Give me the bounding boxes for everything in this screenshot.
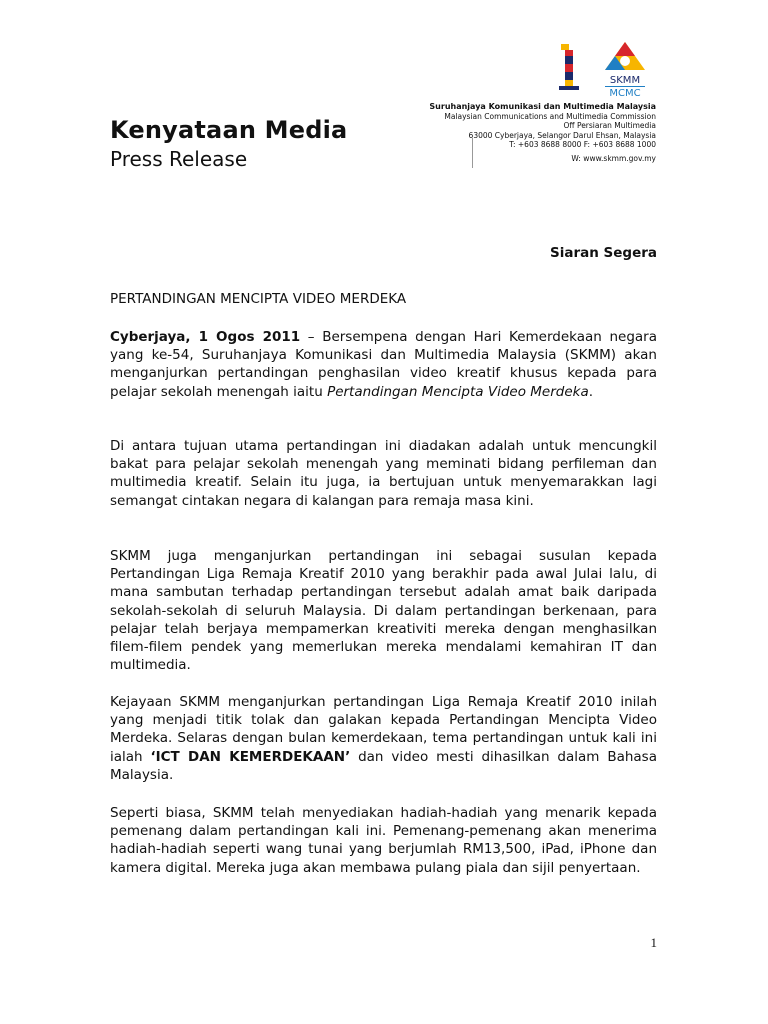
paragraph-1 — [110, 328, 657, 401]
paragraph-3: SKMM juga menganjurkan pertandingan ini sebagai susulan kepada Pertandingan Liga Remaja Kreatif 2010 yang berakhir pada awal Julai lalu, di mana sambutan terhadap pertandingan tersebut adalah amat baik daripada sekolah-sekolah di seluruh Malaysia. Di dalam pertandingan berkenaan, para pelajar telah berjaya mempamerkan kreativiti mereka dengan menghasilkan filem-filem pendek yang memerlukan mereka mendalami kemahiran IT dan multimedia. — [110, 548, 657, 674]
dateline: Cyberjaya, 1 Ogos 2011 — [110, 329, 301, 345]
paragraph-4-text: Kejayaan SKMM menganjurkan pertandingan Liga Remaja Kreatif 2010 inilah yang menjadi titik tolak dan galakan kepada Pertandingan Mencipta Video Merdeka. Selaras dengan bulan kemerdekaan, tema pertandingan untuk kali ini ialah — [110, 694, 657, 765]
org-city: 63000 Cyberjaya, Selangor Darul Ehsan, Malaysia — [468, 130, 656, 140]
logo-name-top: SKMM — [609, 75, 641, 86]
paragraph-4 — [110, 693, 657, 784]
paragraph-2: Di antara tujuan utama pertandingan ini diadakan adalah untuk mencungkil bakat para pelajar sekolah menengah yang meminati bidang perfileman dan multimedia kreatif. Selain itu juga, ia bertujuan untuk menyemarakkan lagi semangat cintakan negara di kalangan para remaja masa kini. — [110, 438, 657, 509]
headline: PERTANDINGAN MENCIPTA VIDEO MERDEKA — [110, 291, 407, 307]
page-subtitle: Press Release — [110, 147, 248, 171]
org-web: W: www.skmm.gov.my — [571, 153, 656, 163]
page-number: 1 — [650, 935, 657, 950]
org-name-en: Malaysian Communications and Multimedia Commission — [444, 111, 656, 121]
malaysia-1-icon — [559, 44, 579, 90]
paragraph-4-end: dan video mesti dihasilkan dalam Bahasa Malaysia. — [110, 748, 657, 783]
org-phone: T: +603 8688 8000 F: +603 8688 1000 — [509, 140, 656, 150]
paragraph-1-text: – Bersempena dengan Hari Kemerdekaan negara yang ke-54, Suruhanjaya Komunikasi dan Multimedia Malaysia (SKMM) akan menganjurkan pertandingan penghasilan video kreatif khusus kepada para pelajar sekolah menengah iaitu — [110, 329, 657, 400]
paragraph-5: Seperti biasa, SKMM telah menyediakan hadiah-hadiah yang menarik kepada pemenang dalam pertandingan kali ini. Pemenang-pemenang akan menerima hadiah-hadiah seperti wang tunai yang berjumlah RM13,500, iPad, iPhone dan kamera digital. Mereka juga akan membawa pulang piala dan sijil penyertaan. — [110, 805, 657, 876]
release-tag: Siaran Segera — [549, 245, 657, 261]
theme-title: ‘ICT DAN KEMERDEKAAN’ — [150, 748, 351, 765]
skmm-triangle-icon — [605, 42, 645, 70]
org-name-ms: Suruhanjaya Komunikasi dan Multimedia Malaysia — [429, 102, 656, 111]
logo-name-bottom: MCMC — [609, 88, 641, 99]
skmm-logo — [555, 40, 665, 102]
org-address-block — [429, 102, 656, 164]
page-title: Kenyataan Media — [110, 116, 348, 144]
paragraph-1-end: . — [588, 383, 594, 400]
paragraph-1-italic: Pertandingan Mencipta Video Merdeka — [327, 383, 589, 400]
org-street: Off Persiaran Multimedia — [563, 121, 656, 131]
